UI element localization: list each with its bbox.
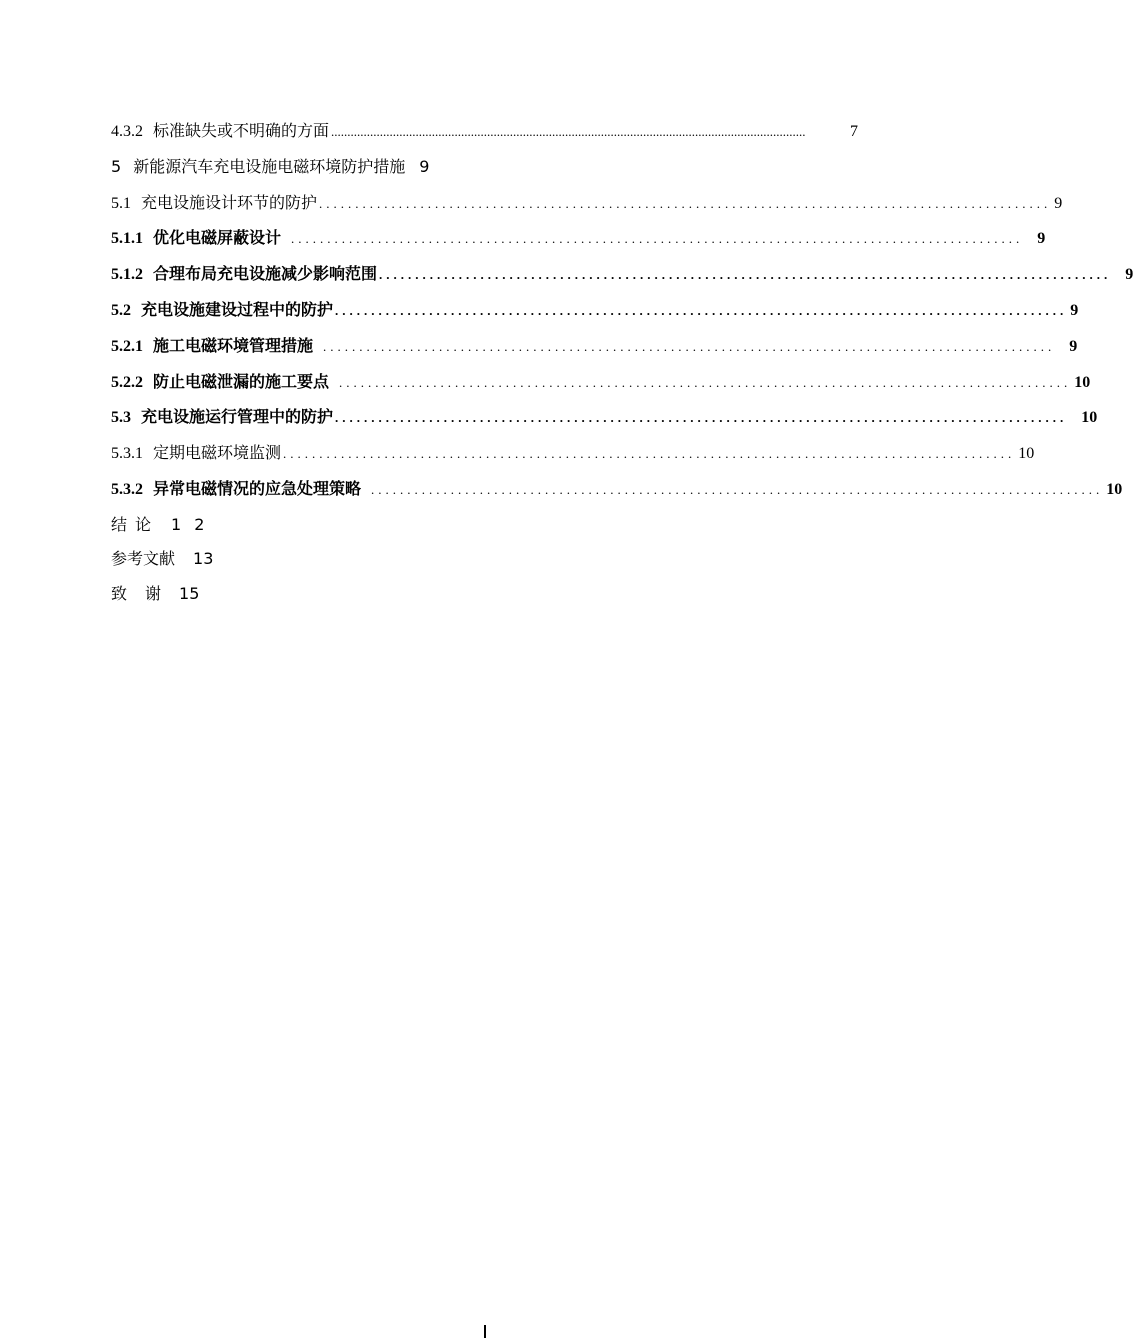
toc-entry-page: 10 [1018,445,1035,462]
toc-entry-5-1[interactable] [111,191,1063,215]
toc-entry-number: 5.1.2 [111,266,143,283]
toc-chapter-title: 新能源汽车充电设施电磁环境防护措施 [133,157,406,176]
toc-entry-number: 5.3 [111,409,131,426]
toc-chapter-5[interactable] [111,155,429,179]
toc-entry-page: 9 [1070,302,1079,319]
toc-entry-page: 9 [1054,195,1063,212]
toc-entry-title: 防止电磁泄漏的施工要点 [153,372,330,391]
toc-leader-dots: ..................................................................................................... [283,446,1016,461]
toc-leader-dots: ..................................................................................................... [319,196,1052,211]
toc-entry-title: 施工电磁环境管理措施 [153,336,314,355]
toc-entry-number: 5.2.1 [111,338,143,355]
toc-entry-5-2[interactable] [111,298,1079,322]
toc-entry-4-3-2[interactable] [111,119,858,143]
toc-entry-title: 充电设施建设过程中的防护 [141,300,334,319]
toc-entry-number: 5.3.2 [111,481,143,498]
toc-entry-number: 5.2 [111,302,131,319]
toc-leader-dots: ..................................................................................................... [371,482,1104,497]
toc-entry-page: 10 [1081,409,1098,426]
toc-leader-dots: ..................................................................................................... [323,339,1056,354]
toc-ack-page: 15 [179,584,200,603]
toc-leader-dots: .................................................................................................................................................. [331,124,806,139]
toc-entry-title: 标准缺失或不明确的方面 [153,121,330,140]
toc-entry-page: 9 [1069,338,1078,355]
toc-conclusion[interactable] [111,513,208,537]
toc-entry-number: 5.1 [111,195,131,212]
toc-entry-number: 5.2.2 [111,374,143,391]
toc-entry-title: 优化电磁屏蔽设计 [153,228,282,247]
toc-conclusion-page: 1 2 [171,515,209,534]
toc-entry-title: 充电设施设计环节的防护 [141,193,318,212]
toc-entry-number: 5.3.1 [111,445,143,462]
toc-leader-dots: ..................................................................................................... [335,410,1068,425]
toc-references[interactable] [111,547,213,571]
toc-entry-number: 5.1.1 [111,230,143,247]
toc-entry-5-3[interactable] [111,405,1098,429]
toc-leader-dots: ..................................................................................................... [339,375,1072,390]
toc-acknowledgements[interactable] [111,582,199,606]
toc-entry-page: 7 [850,123,858,140]
toc-entry-5-3-2[interactable] [111,477,1123,501]
toc-leader-dots: ..................................................................................................... [379,267,1112,282]
toc-entry-page: 9 [1125,266,1133,283]
toc-entry-5-1-1[interactable] [111,226,1046,250]
toc-entry-page: 9 [1037,230,1046,247]
footer-page-number [484,1325,486,1338]
toc-entry-5-2-2[interactable] [111,370,1091,394]
toc-conclusion-title-a: 结 [111,515,128,534]
toc-entry-title: 合理布局充电设施减少影响范围 [153,264,378,283]
toc-entry-page: 10 [1074,374,1091,391]
toc-chapter-number: 5 [111,157,122,176]
toc-entry-title: 定期电磁环境监测 [153,443,282,462]
toc-chapter-page: 9 [419,157,430,176]
toc-entry-page: 10 [1106,481,1123,498]
toc-references-page: 13 [193,549,214,568]
toc-ack-title-a: 致 [111,584,128,603]
toc-leader-dots: ..................................................................................................... [335,303,1068,318]
toc-references-title: 参考文献 [111,549,176,568]
toc-leader-dots: ..................................................................................................... [291,231,1024,246]
toc-entry-title: 异常电磁情况的应急处理策略 [153,479,362,498]
toc-entry-5-1-2[interactable] [111,262,1133,286]
toc-conclusion-title-b: 论 [135,515,152,534]
toc-entry-title: 充电设施运行管理中的防护 [141,407,334,426]
toc-entry-5-2-1[interactable] [111,334,1078,358]
toc-entry-number: 4.3.2 [111,123,143,140]
toc-ack-title-b: 谢 [145,584,162,603]
toc-entry-5-3-1[interactable] [111,441,1035,465]
